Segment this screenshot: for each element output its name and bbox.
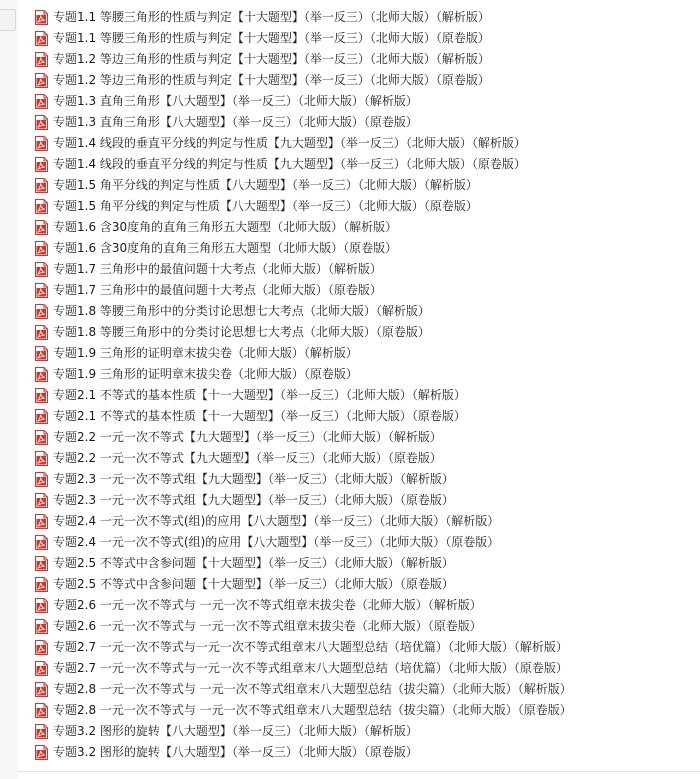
pdf-file-icon <box>35 199 48 214</box>
file-name: 专题2.5 不等式中含参问题【十大题型】（举一反三）（北师大版）（解析版） <box>53 556 454 570</box>
pdf-file-icon <box>35 514 48 529</box>
file-name: 专题1.5 角平分线的判定与性质【八大题型】（举一反三）（北师大版）（解析版） <box>53 178 478 192</box>
file-list-item[interactable] <box>35 595 695 616</box>
file-name: 专题2.2 一元一次不等式【九大题型】（举一反三）（北师大版）（解析版） <box>53 430 442 444</box>
file-name: 专题2.4 一元一次不等式(组)的应用【八大题型】（举一反三）（北师大版）（原卷版） <box>53 535 500 549</box>
file-name: 专题2.8 一元一次不等式与 一元一次不等式组章末八大题型总结（拔尖篇）（北师大版）（解析版） <box>53 682 572 696</box>
file-list-item[interactable] <box>35 406 695 427</box>
file-name: 专题1.9 三角形的证明章末拔尖卷（北师大版）（解析版） <box>53 346 358 360</box>
pdf-file-icon <box>35 619 48 634</box>
file-list-item[interactable] <box>35 301 695 322</box>
file-name: 专题1.4 线段的垂直平分线的判定与性质【九大题型】（举一反三）（北师大版）（解析版） <box>53 136 526 150</box>
file-list-item[interactable] <box>35 385 695 406</box>
file-list-item[interactable] <box>35 70 695 91</box>
pdf-file-icon <box>35 157 48 172</box>
navigation-pane-edge <box>0 0 18 779</box>
file-name: 专题1.2 等边三角形的性质与判定【十大题型】（举一反三）（北师大版）（解析版） <box>53 52 490 66</box>
file-list-item[interactable] <box>35 133 695 154</box>
file-name: 专题2.7 一元一次不等式与一元一次不等式组章末八大题型总结（培优篇）（北师大版）（原卷版） <box>53 661 568 675</box>
pdf-file-icon <box>35 640 48 655</box>
pdf-file-icon <box>35 304 48 319</box>
file-name: 专题1.7 三角形中的最值问题十大考点（北师大版）（解析版） <box>53 262 382 276</box>
file-name: 专题1.7 三角形中的最值问题十大考点（北师大版）（原卷版） <box>53 283 382 297</box>
pdf-file-icon <box>35 577 48 592</box>
file-list-item[interactable] <box>35 679 695 700</box>
file-name: 专题1.1 等腰三角形的性质与判定【十大题型】（举一反三）（北师大版）（解析版） <box>53 10 490 24</box>
pdf-file-icon <box>35 262 48 277</box>
file-list-item[interactable] <box>35 553 695 574</box>
pane-collapse-handle[interactable] <box>0 9 16 31</box>
file-name: 专题1.9 三角形的证明章末拔尖卷（北师大版）（原卷版） <box>53 367 358 381</box>
pdf-file-icon <box>35 325 48 340</box>
pdf-file-icon <box>35 94 48 109</box>
file-name: 专题1.3 直角三角形【八大题型】（举一反三）（北师大版）（解析版） <box>53 94 418 108</box>
pdf-file-icon <box>35 409 48 424</box>
file-list-item[interactable] <box>35 427 695 448</box>
pdf-file-icon <box>35 430 48 445</box>
pdf-file-icon <box>35 52 48 67</box>
file-name: 专题3.2 图形的旋转【八大题型】（举一反三）（北师大版）（解析版） <box>53 724 418 738</box>
file-list-item[interactable] <box>35 637 695 658</box>
pdf-file-icon <box>35 682 48 697</box>
file-list-item[interactable] <box>35 574 695 595</box>
file-list-item[interactable] <box>35 217 695 238</box>
file-name: 专题2.1 不等式的基本性质【十一大题型】（举一反三）（北师大版）（解析版） <box>53 388 466 402</box>
file-list-item[interactable] <box>35 112 695 133</box>
file-list-item[interactable] <box>35 742 695 763</box>
file-list-item[interactable] <box>35 511 695 532</box>
file-list-item[interactable] <box>35 259 695 280</box>
file-list-item[interactable] <box>35 616 695 637</box>
pdf-file-icon <box>35 556 48 571</box>
file-name: 专题2.3 一元一次不等式组【九大题型】（举一反三）（北师大版）（解析版） <box>53 472 454 486</box>
list-bottom-divider <box>18 771 700 772</box>
file-list-item[interactable] <box>35 532 695 553</box>
file-list-item[interactable] <box>35 238 695 259</box>
pdf-file-icon <box>35 283 48 298</box>
file-list-item[interactable] <box>35 175 695 196</box>
file-name: 专题2.6 一元一次不等式与 一元一次不等式组章末拔尖卷（北师大版）（解析版） <box>53 598 482 612</box>
pdf-file-icon <box>35 178 48 193</box>
file-name: 专题1.1 等腰三角形的性质与判定【十大题型】（举一反三）（北师大版）（原卷版） <box>53 31 490 45</box>
file-list-item[interactable] <box>35 364 695 385</box>
file-name: 专题3.2 图形的旋转【八大题型】（举一反三）（北师大版）（原卷版） <box>53 745 418 759</box>
file-list-item[interactable] <box>35 322 695 343</box>
file-name: 专题1.8 等腰三角形中的分类讨论思想七大考点（北师大版）（解析版） <box>53 304 430 318</box>
file-list-item[interactable] <box>35 700 695 721</box>
pdf-file-icon <box>35 472 48 487</box>
file-name: 专题1.8 等腰三角形中的分类讨论思想七大考点（北师大版）（原卷版） <box>53 325 430 339</box>
pdf-file-icon <box>35 241 48 256</box>
pdf-file-icon <box>35 745 48 760</box>
pdf-file-icon <box>35 388 48 403</box>
file-name: 专题1.6 含30度角的直角三角形五大题型（北师大版）（原卷版） <box>53 241 398 255</box>
pdf-file-icon <box>35 598 48 613</box>
pdf-file-icon <box>35 661 48 676</box>
file-list-item[interactable] <box>35 280 695 301</box>
file-name: 专题1.4 线段的垂直平分线的判定与性质【九大题型】（举一反三）（北师大版）（原卷版） <box>53 157 526 171</box>
pdf-file-icon <box>35 31 48 46</box>
file-name: 专题1.5 角平分线的判定与性质【八大题型】（举一反三）（北师大版）（原卷版） <box>53 199 478 213</box>
file-name: 专题2.1 不等式的基本性质【十一大题型】（举一反三）（北师大版）（原卷版） <box>53 409 466 423</box>
file-name: 专题2.8 一元一次不等式与 一元一次不等式组章末八大题型总结（拔尖篇）（北师大版）（原卷版） <box>53 703 572 717</box>
file-name: 专题1.3 直角三角形【八大题型】（举一反三）（北师大版）（原卷版） <box>53 115 418 129</box>
file-list-item[interactable] <box>35 49 695 70</box>
file-name: 专题2.3 一元一次不等式组【九大题型】（举一反三）（北师大版）（原卷版） <box>53 493 454 507</box>
file-name: 专题1.6 含30度角的直角三角形五大题型（北师大版）（解析版） <box>53 220 398 234</box>
file-list-item[interactable] <box>35 469 695 490</box>
file-name: 专题1.2 等边三角形的性质与判定【十大题型】（举一反三）（北师大版）（原卷版） <box>53 73 490 87</box>
file-list-item[interactable] <box>35 154 695 175</box>
file-name: 专题2.7 一元一次不等式与一元一次不等式组章末八大题型总结（培优篇）（北师大版）（解析版） <box>53 640 568 654</box>
file-list <box>35 7 695 763</box>
file-name: 专题2.6 一元一次不等式与 一元一次不等式组章末拔尖卷（北师大版）（原卷版） <box>53 619 482 633</box>
file-list-item[interactable] <box>35 448 695 469</box>
file-list-item[interactable] <box>35 658 695 679</box>
pdf-file-icon <box>35 724 48 739</box>
pdf-file-icon <box>35 220 48 235</box>
file-name: 专题2.2 一元一次不等式【九大题型】（举一反三）（北师大版）（原卷版） <box>53 451 442 465</box>
pdf-file-icon <box>35 346 48 361</box>
pdf-file-icon <box>35 10 48 25</box>
pdf-file-icon <box>35 703 48 718</box>
pdf-file-icon <box>35 115 48 130</box>
pdf-file-icon <box>35 136 48 151</box>
file-name: 专题2.4 一元一次不等式(组)的应用【八大题型】（举一反三）（北师大版）（解析版） <box>53 514 500 528</box>
pdf-file-icon <box>35 535 48 550</box>
pdf-file-icon <box>35 451 48 466</box>
file-list-item[interactable] <box>35 196 695 217</box>
file-list-item[interactable] <box>35 343 695 364</box>
pdf-file-icon <box>35 367 48 382</box>
file-list-item[interactable] <box>35 91 695 112</box>
pdf-file-icon <box>35 493 48 508</box>
pdf-file-icon <box>35 73 48 88</box>
file-list-item[interactable] <box>35 721 695 742</box>
file-name: 专题2.5 不等式中含参问题【十大题型】（举一反三）（北师大版）（原卷版） <box>53 577 454 591</box>
file-list-item[interactable] <box>35 7 695 28</box>
file-list-item[interactable] <box>35 490 695 511</box>
file-list-item[interactable] <box>35 28 695 49</box>
